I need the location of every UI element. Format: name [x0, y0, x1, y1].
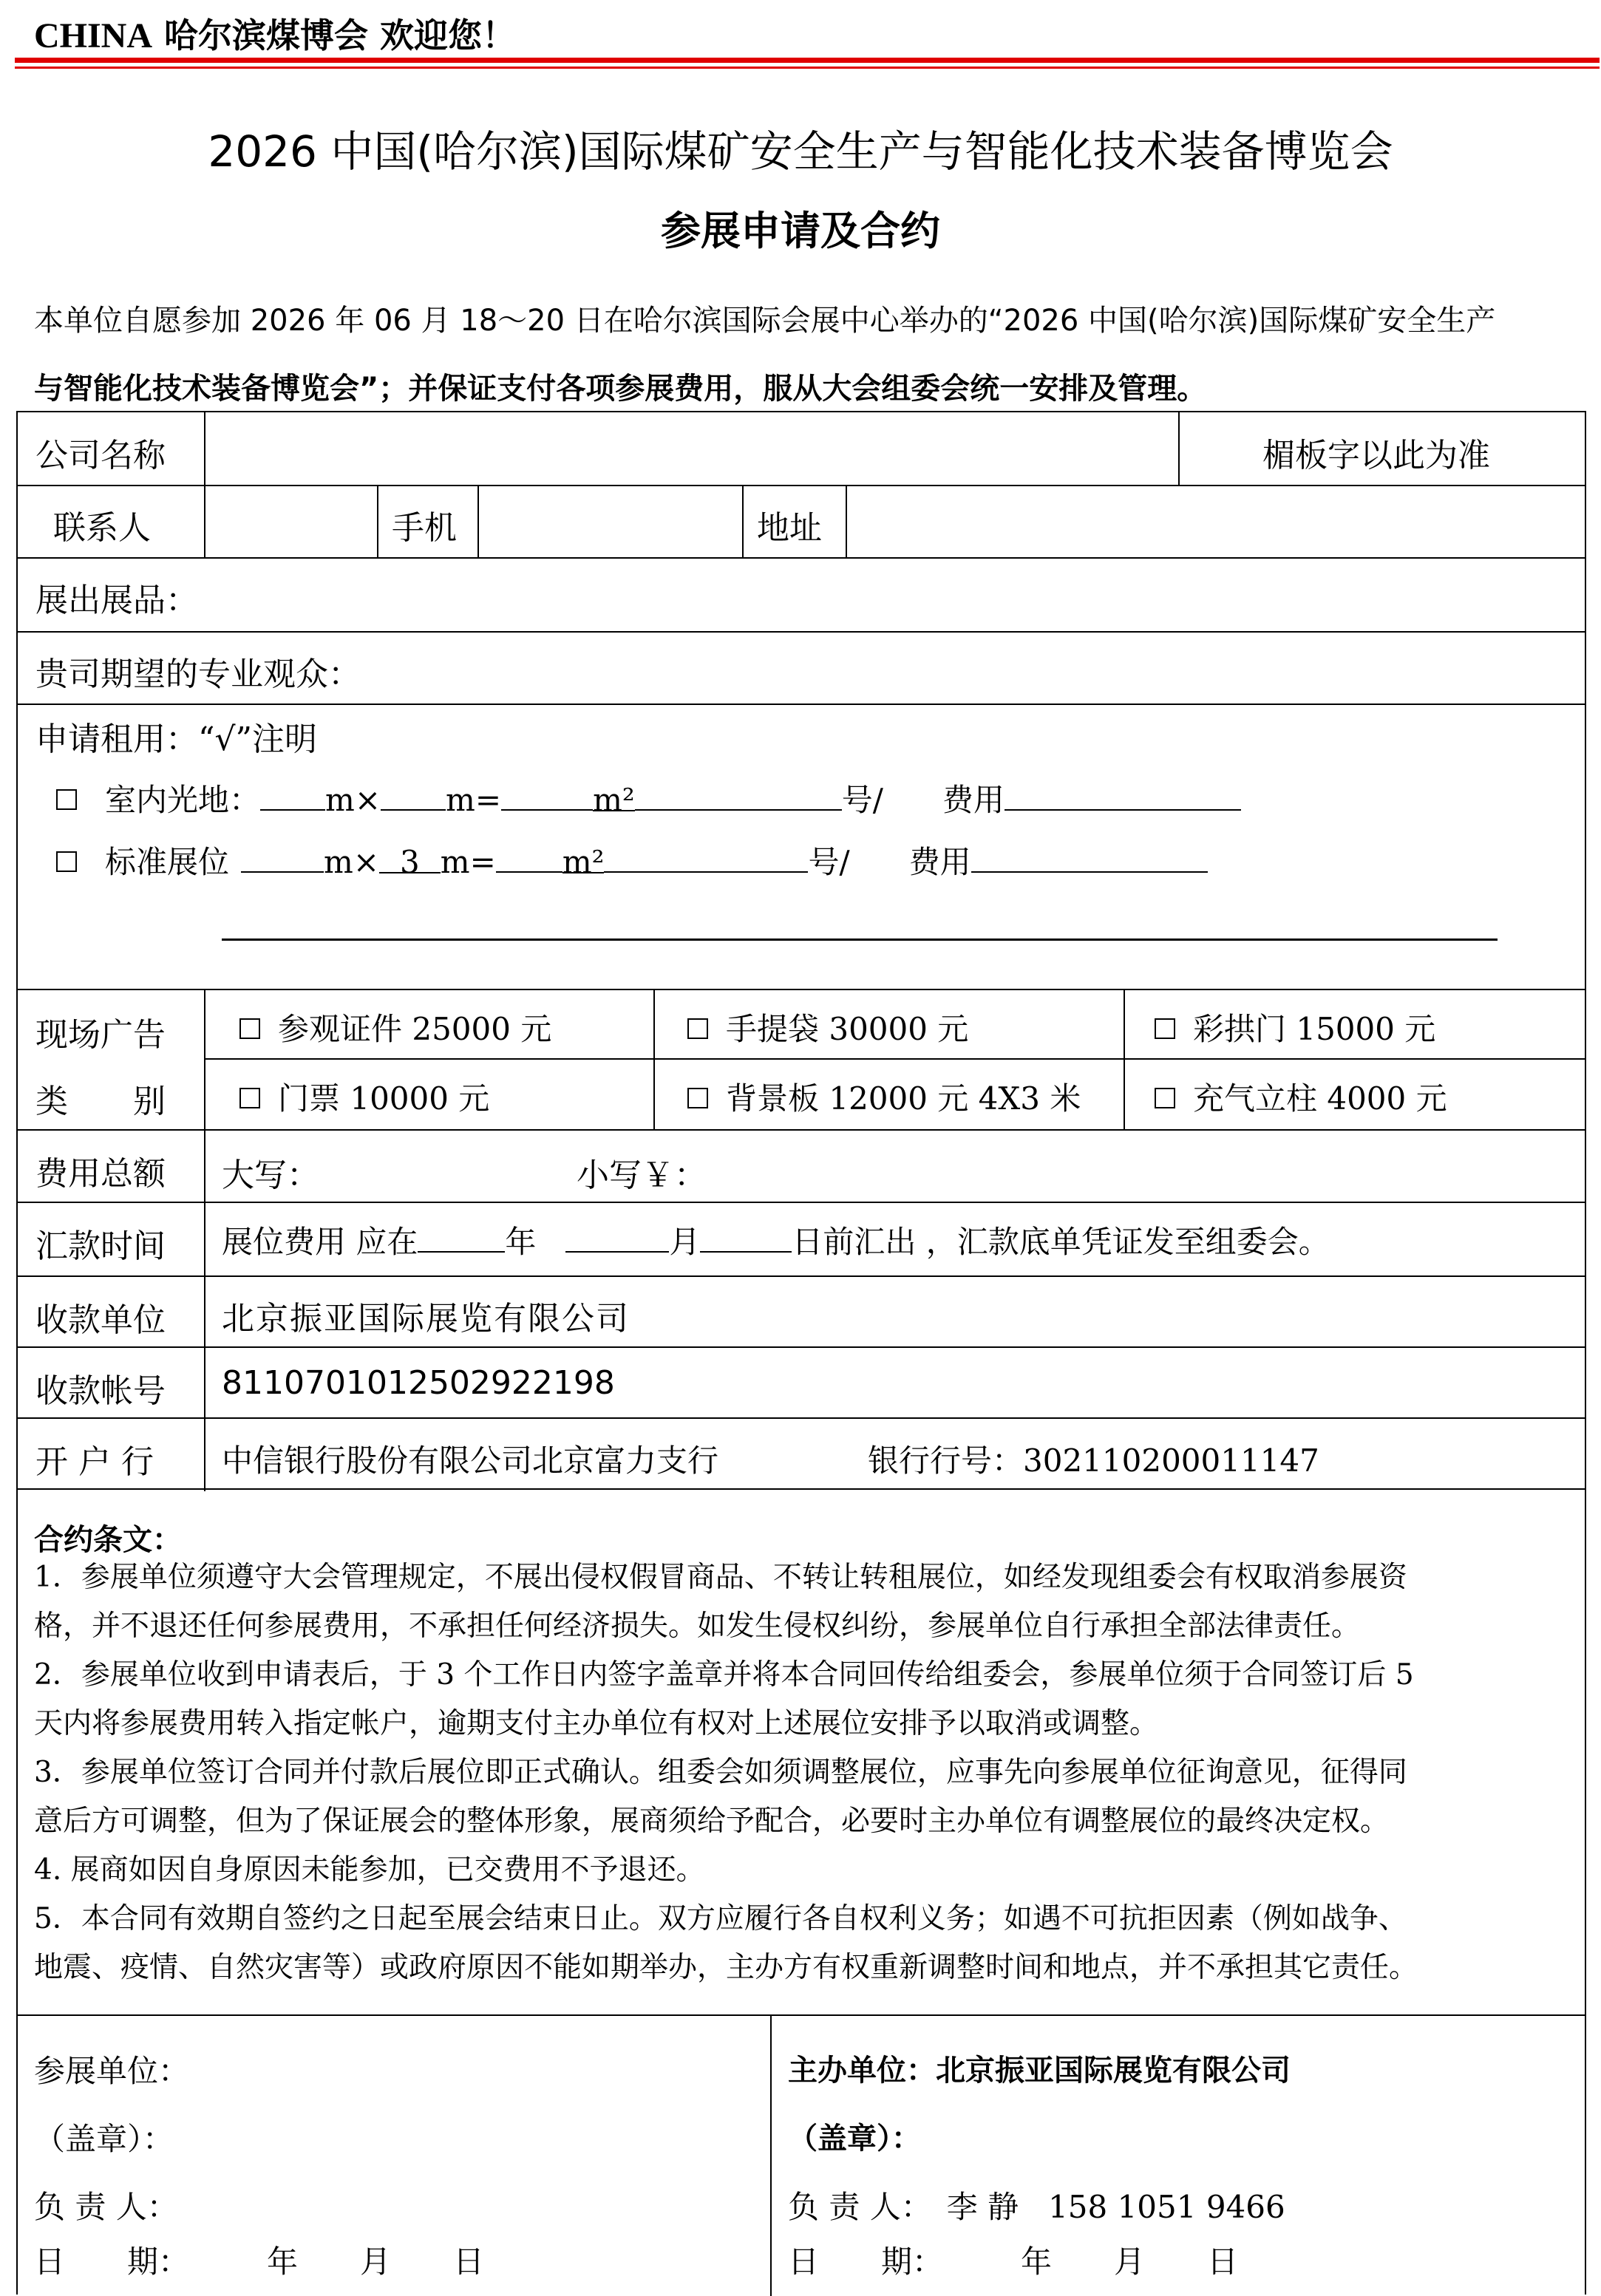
unit-text: m× [324, 844, 380, 880]
terms-line: 4. 展商如因自身原因未能参加，已交费用不予退还。 [34, 1853, 705, 1887]
ads-label-2: 类 别 [35, 1083, 166, 1120]
ad-checkbox[interactable] [1155, 1018, 1175, 1039]
page-subtitle: 参展申请及合约 [661, 208, 940, 254]
fee-label: 费用 [908, 844, 971, 880]
indoor-width-field[interactable] [381, 781, 446, 811]
indoor-length-field[interactable] [260, 781, 325, 811]
page-title: 2026 中国(哈尔滨)国际煤矿安全生产与智能化技术装备博览会 [208, 126, 1393, 177]
standard-number-field[interactable] [604, 843, 808, 873]
signature-section [16, 2014, 1586, 2295]
ad-checkbox[interactable] [687, 1018, 708, 1039]
indoor-area-field[interactable] [501, 781, 593, 811]
organizer-seal-label: （盖章）： [788, 2122, 921, 2156]
indoor-space-row [56, 776, 1241, 820]
contact-label: 联系人 [53, 509, 151, 547]
address-label: 地址 [757, 509, 822, 547]
terms-line: 意后方可调整，但为了保证展会的整体形象，展商须给予配合，必要时主办单位有调整展位的最终决定权。 [34, 1805, 1390, 1838]
bank-code-value: 302110200011147 [1023, 1442, 1319, 1479]
terms-title: 合约条文： [34, 1523, 182, 1557]
mobile-label: 手机 [392, 509, 457, 547]
terms-line: 2．参展单位收到申请表后，于 3 个工作日内签字盖章并将本合同回传给组委会，参展单位须于合同签订后 5 [34, 1658, 1414, 1692]
bank-value: 中信银行股份有限公司北京富力支行 [222, 1442, 719, 1479]
terms-body [34, 1553, 1571, 1992]
notes-line [222, 939, 1498, 941]
payee-value: 北京振亚国际展览有限公司 [222, 1300, 630, 1338]
bank-code [868, 1437, 1319, 1481]
terms-line: 5．本合同有效期自签约之日起至展会结束日止。双方应履行各自权利义务；如遇不可抗拒因素（例如战争、 [34, 1902, 1407, 1935]
ad-checkbox[interactable] [239, 1088, 260, 1108]
terms-line: 3．参展单位签订合同并付款后展位即正式确认。组委会如须调整展位，应事先向参展单位征询意见，征得同 [34, 1756, 1407, 1789]
account-value: 8110701012502922198 [222, 1364, 615, 1402]
remit-text-a: 展位费用 应在 [222, 1224, 418, 1260]
standard-label: 标准展位 [105, 844, 230, 880]
remit-text-b: 日前汇出 ，汇款底单凭证发至组委会。 [792, 1224, 1330, 1260]
ad-checkbox[interactable] [239, 1018, 260, 1039]
payee-label: 收款单位 [35, 1301, 166, 1339]
unit-text: m² [562, 844, 605, 880]
application-form [16, 411, 1586, 1490]
standard-booth-row [56, 838, 1208, 882]
indoor-fee-field[interactable] [1005, 781, 1241, 811]
total-upper-label: 大写： [222, 1156, 319, 1194]
organizer-date-label: 日 期： 年 月 日 [788, 2244, 1239, 2280]
organizer-person-label: 负 责 人： [788, 2189, 932, 2225]
standard-width-value: 3 [379, 844, 441, 873]
standard-fee-field[interactable] [971, 843, 1208, 873]
unit-text: 号/ [808, 844, 850, 880]
exhibits-label: 展出展品： [35, 582, 198, 619]
ads-label-1: 现场广告 [35, 1016, 166, 1054]
remit-day-field[interactable] [700, 1223, 792, 1253]
standard-area-field[interactable] [496, 843, 562, 873]
remit-label: 汇款时间 [35, 1227, 166, 1265]
indoor-label: 室内光地： [105, 782, 261, 818]
account-label: 收款帐号 [35, 1372, 166, 1410]
header-rule [15, 58, 1600, 63]
bank-code-label: 银行行号： [868, 1442, 1024, 1479]
remit-year-field[interactable] [418, 1223, 505, 1253]
total-label: 费用总额 [35, 1155, 166, 1193]
ad-option[interactable] [239, 1074, 489, 1119]
organizer-person-row [788, 2183, 1285, 2227]
welcome-text: 哈尔滨煤博会 欢迎您！ [164, 16, 517, 55]
terms-line: 天内将参展费用转入指定帐户，逾期支付主办单位有权对上述展位安排予以取消或调整。 [34, 1707, 1159, 1740]
intro-line-2: 与智能化技术装备博览会”；并保证支付各项参展费用，服从大会组委会统一安排及管理。 [34, 372, 1207, 406]
ad-option[interactable] [687, 1074, 1081, 1119]
standard-length-field[interactable] [241, 843, 324, 873]
company-label: 公司名称 [35, 437, 166, 474]
header-banner [34, 9, 516, 58]
audience-label: 贵司期望的专业观众： [35, 655, 361, 693]
participant-seal-label: （盖章）： [34, 2121, 174, 2157]
standard-checkbox[interactable] [56, 851, 77, 872]
ad-option-label: 彩拱门 15000 元 [1193, 1011, 1436, 1047]
ad-option-label: 门票 10000 元 [278, 1080, 490, 1117]
organizer-phone: 158 1051 9466 [1048, 2189, 1285, 2225]
terms-line: 地震、疫情、自然灾害等）或政府原因不能如期举办，主办方有权重新调整时间和地点，并不承担其它责任。 [34, 1951, 1418, 1984]
bank-label: 开 户 行 [35, 1443, 154, 1481]
ad-option[interactable] [687, 1005, 968, 1049]
remit-month-field[interactable] [565, 1223, 669, 1253]
ad-checkbox[interactable] [687, 1088, 708, 1108]
remit-text [222, 1218, 1330, 1262]
lintel-note: 楣板字以此为准 [1262, 437, 1490, 474]
unit-text: m² [593, 782, 635, 818]
participant-person-label: 负 责 人： [34, 2189, 178, 2225]
unit-text: 号/ [841, 782, 883, 818]
rent-label: 申请租用：“√”注明 [35, 721, 318, 758]
ad-option[interactable] [1155, 1005, 1435, 1049]
remit-year-label: 年 [505, 1224, 537, 1260]
total-lower-label: 小写￥： [577, 1156, 707, 1194]
organizer-unit: 主办单位：北京振亚国际展览有限公司 [788, 2054, 1291, 2088]
unit-text: m× [325, 782, 381, 818]
indoor-checkbox[interactable] [56, 789, 77, 810]
brand-text: CHINA [34, 16, 153, 55]
ad-option-label: 参观证件 25000 元 [278, 1011, 552, 1047]
terms-line: 1．参展单位须遵守大会管理规定，不展出侵权假冒商品、不转让转租展位，如经发现组委会有权取消参展资 [34, 1561, 1407, 1594]
ad-option[interactable] [239, 1005, 551, 1049]
participant-unit-label: 参展单位： [34, 2053, 190, 2089]
ad-option-label: 背景板 12000 元 4X3 米 [726, 1080, 1081, 1117]
fee-label: 费用 [942, 782, 1005, 818]
organizer-person-name: 李 静 [946, 2189, 1019, 2225]
ad-option-label: 手提袋 30000 元 [726, 1011, 969, 1047]
remit-month-label: 月 [669, 1224, 701, 1260]
ad-option[interactable] [1155, 1074, 1447, 1119]
unit-text: m= [440, 844, 496, 880]
intro-line-1: 本单位自愿参加 2026 年 06 月 18～20 日在哈尔滨国际会展中心举办的“2026 中国(哈尔滨)国际煤矿安全生产 [34, 304, 1496, 338]
ad-option-label: 充气立柱 4000 元 [1193, 1080, 1447, 1117]
terms-line: 格，并不退还任何参展费用，不承担任何经济损失。如发生侵权纠纷，参展单位自行承担全部法律责任。 [34, 1609, 1361, 1643]
indoor-number-field[interactable] [635, 781, 842, 811]
ad-checkbox[interactable] [1155, 1088, 1175, 1108]
participant-date-label: 日 期： 年 月 日 [34, 2244, 485, 2280]
header-rule-thin [15, 67, 1600, 69]
unit-text: m= [446, 782, 502, 818]
